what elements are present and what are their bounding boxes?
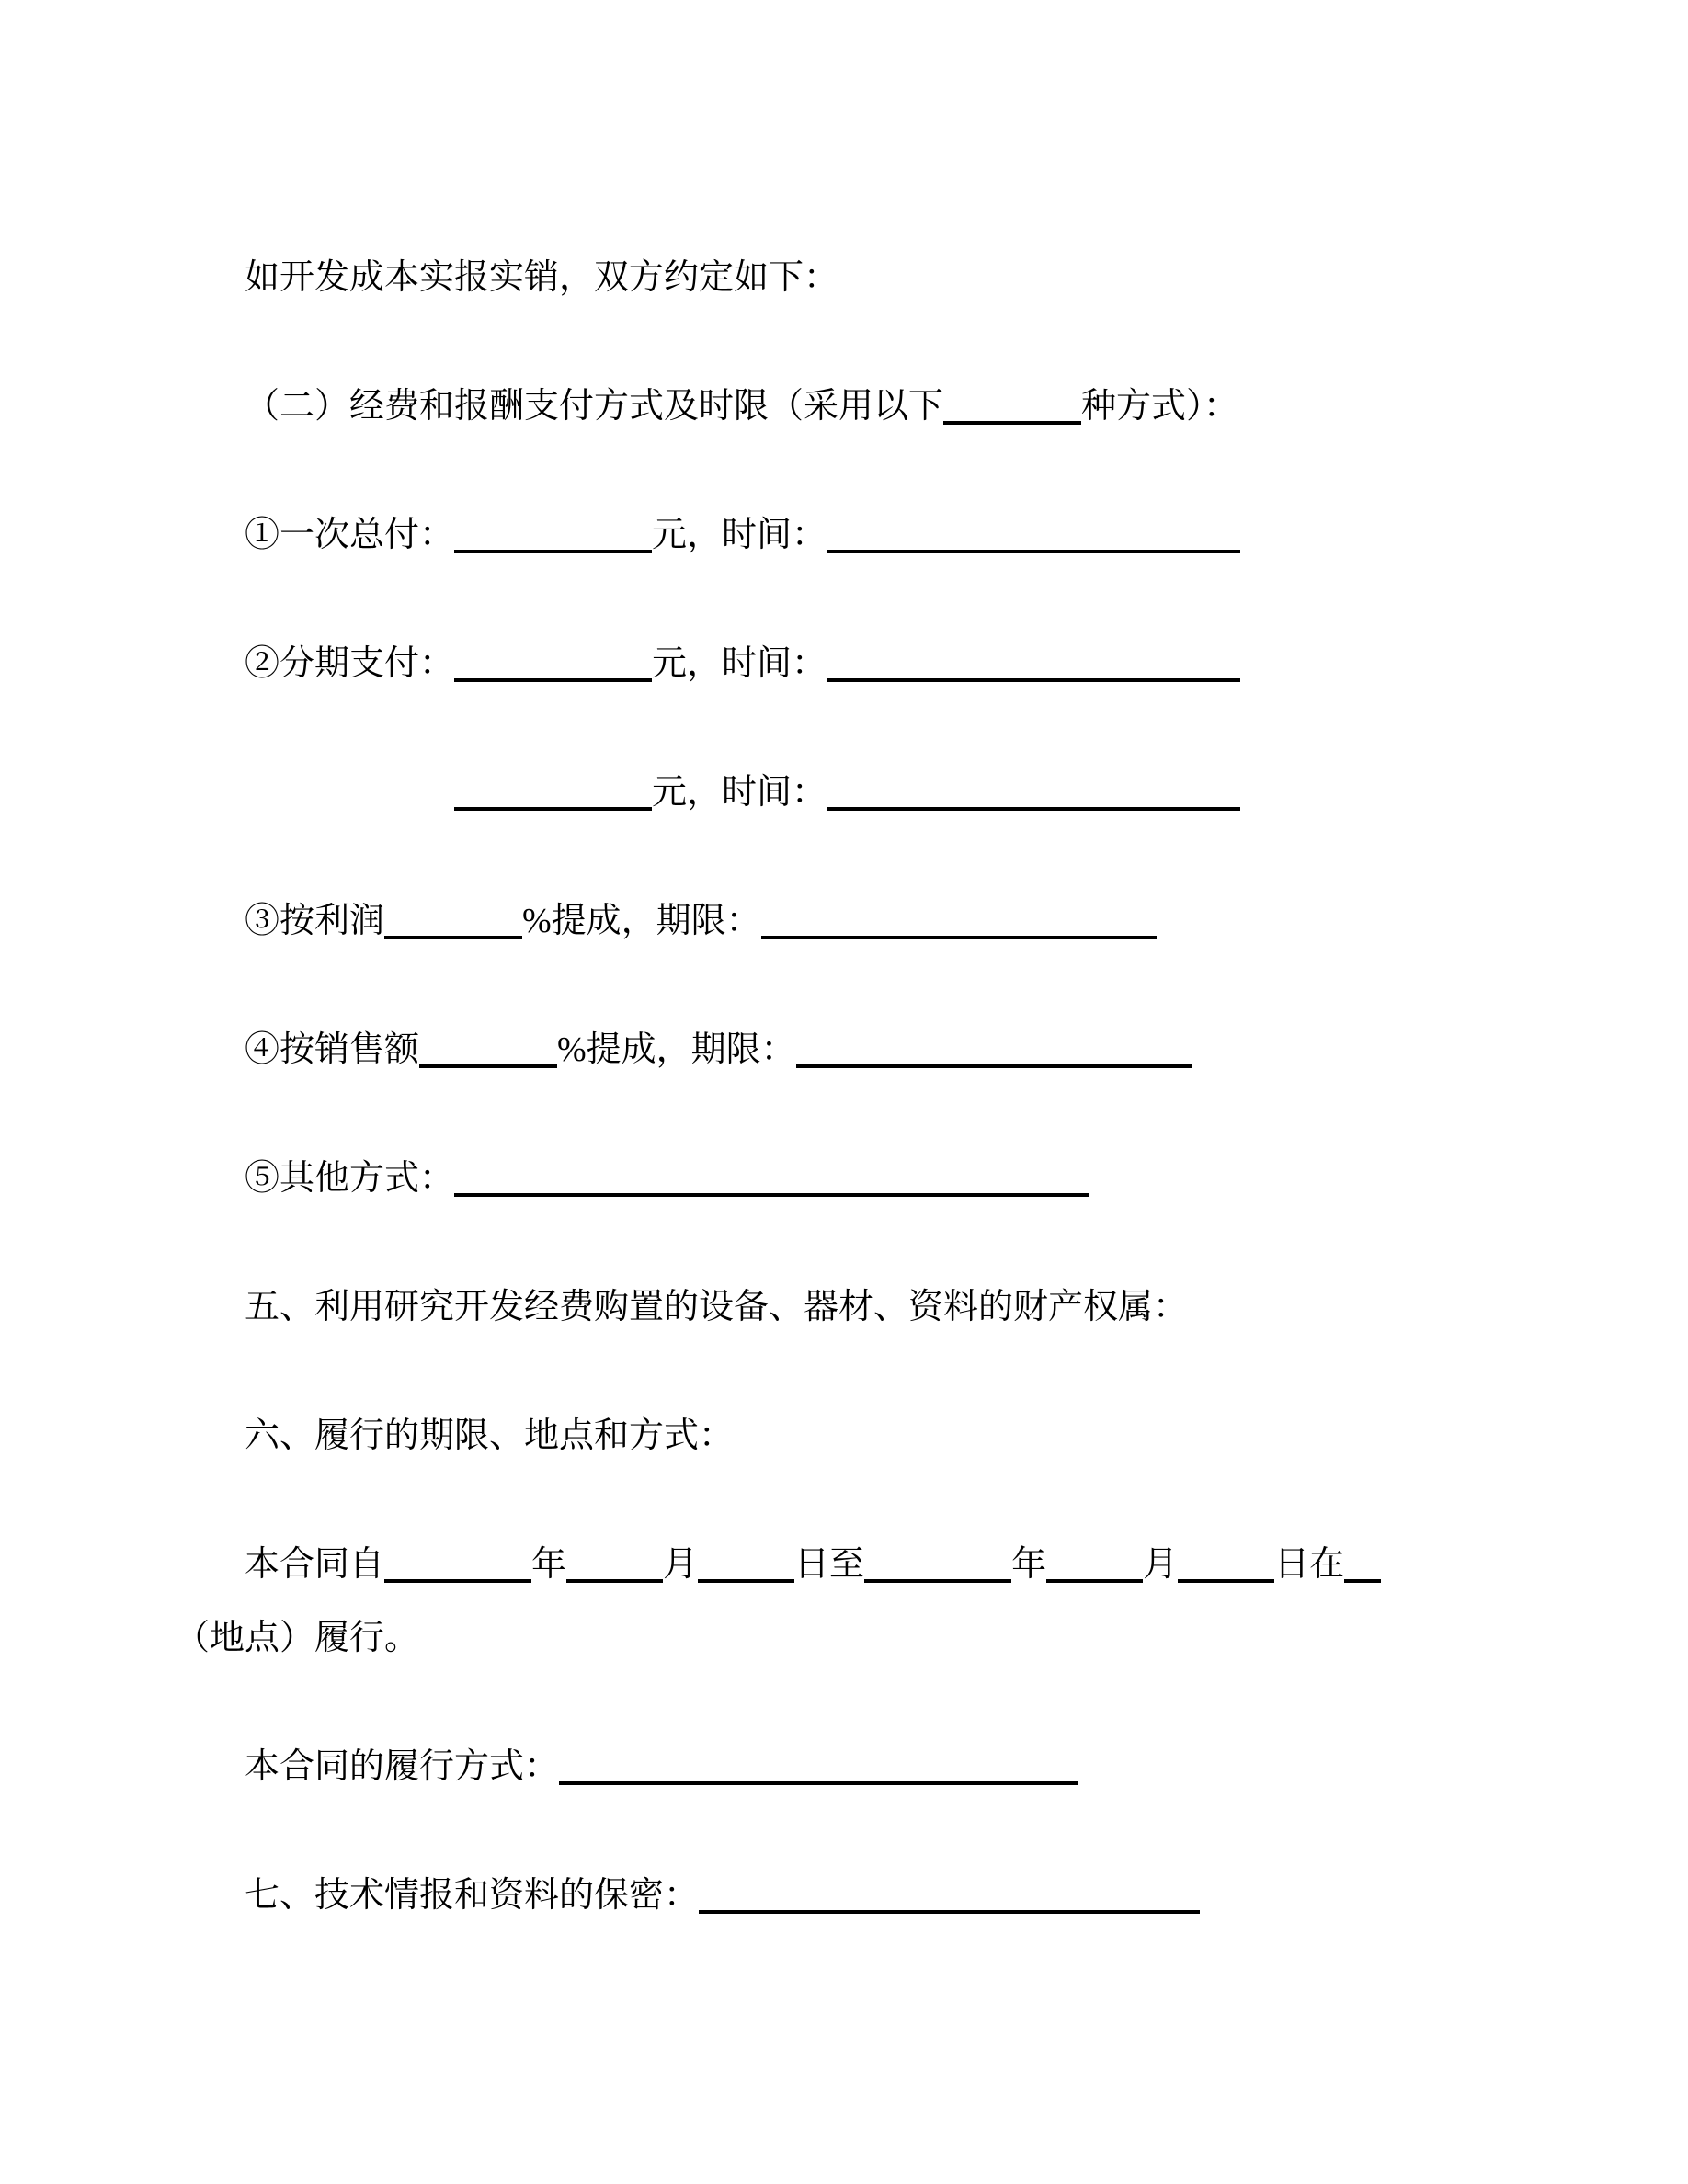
text-run: 月 [663,1545,699,1584]
blank-fill-in-line [1178,1552,1274,1583]
text-run: 元，时间： [652,773,827,812]
blank-fill-in-line [699,1883,1200,1914]
text-run: 种方式）： [1081,387,1239,426]
blank-fill-in-line [454,779,652,811]
blank-fill-in-line [419,1037,557,1068]
text-run: 年 [531,1545,567,1584]
blank-fill-in-line [384,908,522,939]
blank-fill-in-line [559,1754,1078,1785]
text-run: 年 [1011,1545,1047,1584]
blank-fill-in-line [454,651,652,682]
text-run: ⑤其他方式： [245,1159,455,1198]
text-run: ③按利润 [245,902,385,940]
blank-fill-in-line [827,651,1240,682]
paragraph-p10-section-six [175,1399,1532,1473]
paragraph-p12-contract-period-continued [175,1601,1532,1675]
blank-fill-in-line [796,1037,1192,1068]
text-run: 月 [1143,1545,1179,1584]
paragraph-p3-lump-sum [175,498,1532,572]
paragraph-p7-sales-commission [175,1013,1532,1086]
text-run: 日在 [1274,1545,1345,1584]
text-run: ②分期支付： [245,644,455,683]
text-run: 如开发成本实报实销，双方约定如下： [245,258,839,297]
text-run: （二）经费和报酬支付方式及时限（采用以下 [245,387,944,426]
text-run: 五、利用研究开发经费购置的设备、器材、资料的财产权属： [245,1288,1189,1326]
paragraph-p9-section-five [175,1270,1532,1344]
text-run: 七、技术情报和资料的保密： [245,1876,700,1915]
blank-fill-in-line [698,1552,794,1583]
blank-fill-in-line [566,1552,663,1583]
paragraph-p2-payment-method-heading [175,370,1532,443]
paragraph-p1-cost-clause [175,241,1532,314]
blank-fill-in-line [384,1552,531,1583]
blank-fill-in-line [943,393,1081,425]
paragraph-p4-installment [175,627,1532,700]
blank-fill-in-line [1344,1552,1381,1583]
text-run: %提成，期限： [557,1030,796,1069]
text-run: 元，时间： [652,644,827,683]
text-run: 元，时间： [652,516,827,554]
paragraph-p13-performance-method [175,1730,1532,1803]
blank-fill-in-line [454,1166,1089,1197]
text-run: 本合同的履行方式： [245,1747,560,1786]
paragraph-p14-section-seven [175,1859,1532,1932]
blank-fill-in-line [1046,1552,1143,1583]
paragraph-p6-profit-commission [175,884,1532,958]
text-run: %提成，期限： [522,902,761,940]
text-run: 日至 [794,1545,865,1584]
blank-fill-in-line [761,908,1157,939]
paragraph-p5-installment-continued [175,756,1532,829]
blank-fill-in-line [864,1552,1011,1583]
blank-fill-in-line [827,779,1240,811]
text-run: （地点）履行。 [175,1619,420,1657]
text-run: ①一次总付： [245,516,455,554]
text-run: ④按销售额 [245,1030,420,1069]
document-body [175,241,1532,1932]
paragraph-p11-contract-period [175,1528,1532,1601]
paragraph-p8-other-method [175,1142,1532,1215]
text-run: 六、履行的期限、地点和方式： [245,1416,735,1455]
blank-fill-in-line [827,522,1240,553]
text-run: 本合同自 [245,1545,385,1584]
blank-fill-in-line [454,522,652,553]
